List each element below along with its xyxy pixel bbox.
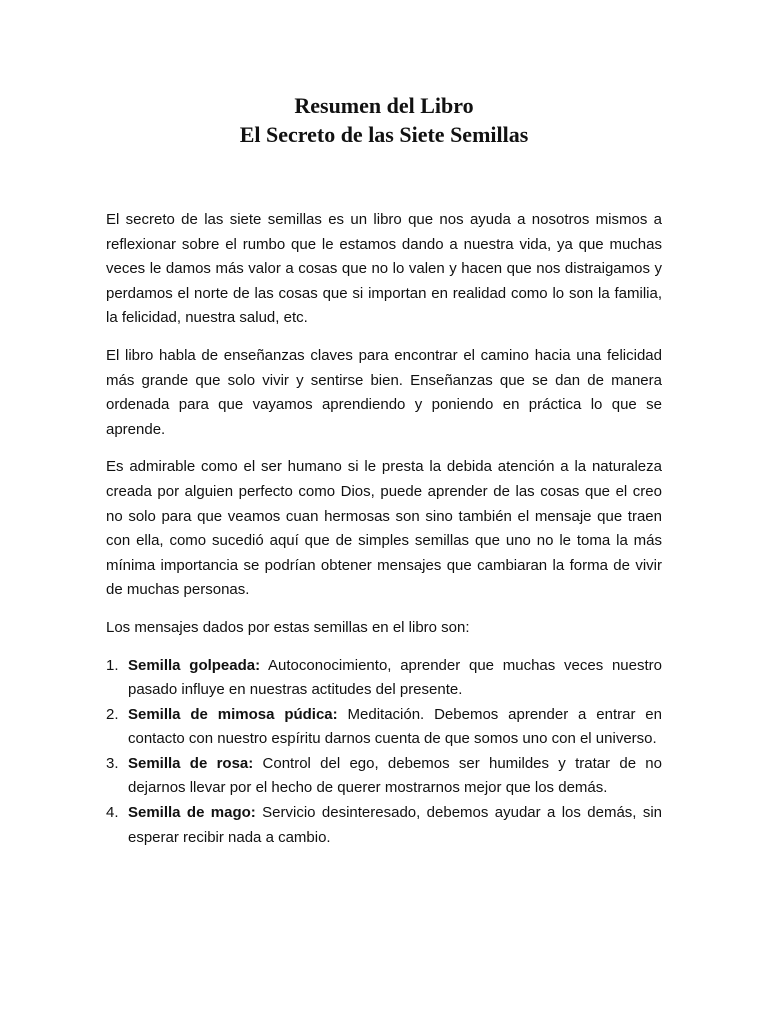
list-text: Autoconocimiento, aprender que muchas veces nuestro pasado influye en nuestras actitudes del presente.: [128, 656, 662, 699]
list-number: 2.: [106, 705, 119, 723]
list-text: Servicio desinteresado, debemos ayudar a los demás, sin esperar recibir nada a cambio.: [128, 804, 663, 846]
paragraph-4: Los mensajes dados por estas semillas en el libro son:: [106, 618, 470, 636]
list-text: Meditación. Debemos aprender a entrar en contacto con nuestro espíritu darnos cuenta de que somos uno con el universo.: [128, 705, 662, 748]
paragraph-3: Es admirable como el ser humano si le presta la debida atención a la naturaleza creada por alguien perfecto como Dios, puede aprender de las cosas que el creo no solo para que veamos cuan hermosas son sino también el mensaje que traen con ella, como sucedió aquí que de simples semillas que uno no le toma la más mínima importancia se podrían obtener mensajes que cambiaran la forma de vivir de muchas personas.: [106, 458, 662, 599]
title-line-1: Resumen del Libro: [294, 93, 474, 118]
list-item: [106, 752, 662, 801]
list-number: 3.: [106, 754, 119, 772]
seeds-list: [106, 654, 662, 851]
list-text: Control del ego, debemos ser humildes y tratar de no dejarnos llevar por el hecho de querer mostrarnos mejor que los demás.: [128, 754, 662, 797]
list-item: [106, 654, 662, 703]
list-item: [106, 703, 662, 752]
document-body: [106, 208, 662, 850]
list-number: 4.: [106, 804, 119, 822]
list-term: Semilla de mimosa púdica:: [128, 705, 338, 723]
title-line-2: El Secreto de las Siete Semillas: [239, 122, 529, 147]
document-title: [0, 91, 768, 149]
paragraph-2: El libro habla de enseñanzas claves para encontrar el camino hacia una felicidad más grande que solo vivir y sentirse bien. Enseñanzas que se dan de manera ordenada para que vayamos aprendiendo y poniendo en práctica lo que se aprende.: [106, 346, 662, 438]
list-number: 1.: [106, 656, 119, 674]
list-term: Semilla golpeada:: [128, 656, 261, 674]
paragraph-1: El secreto de las siete semillas es un libro que nos ayuda a nosotros mismos a reflexionar sobre el rumbo que le estamos dando a nuestra vida, ya que muchas veces le damos más valor a cosas que no lo valen y hacen que nos distraigamos y perdamos el norte de las cosas que si importan en realidad como lo son la familia, la felicidad, nuestra salud, etc.: [106, 211, 662, 327]
list-term: Semilla de mago:: [128, 804, 256, 822]
list-item: [106, 801, 662, 850]
list-term: Semilla de rosa:: [128, 754, 254, 772]
